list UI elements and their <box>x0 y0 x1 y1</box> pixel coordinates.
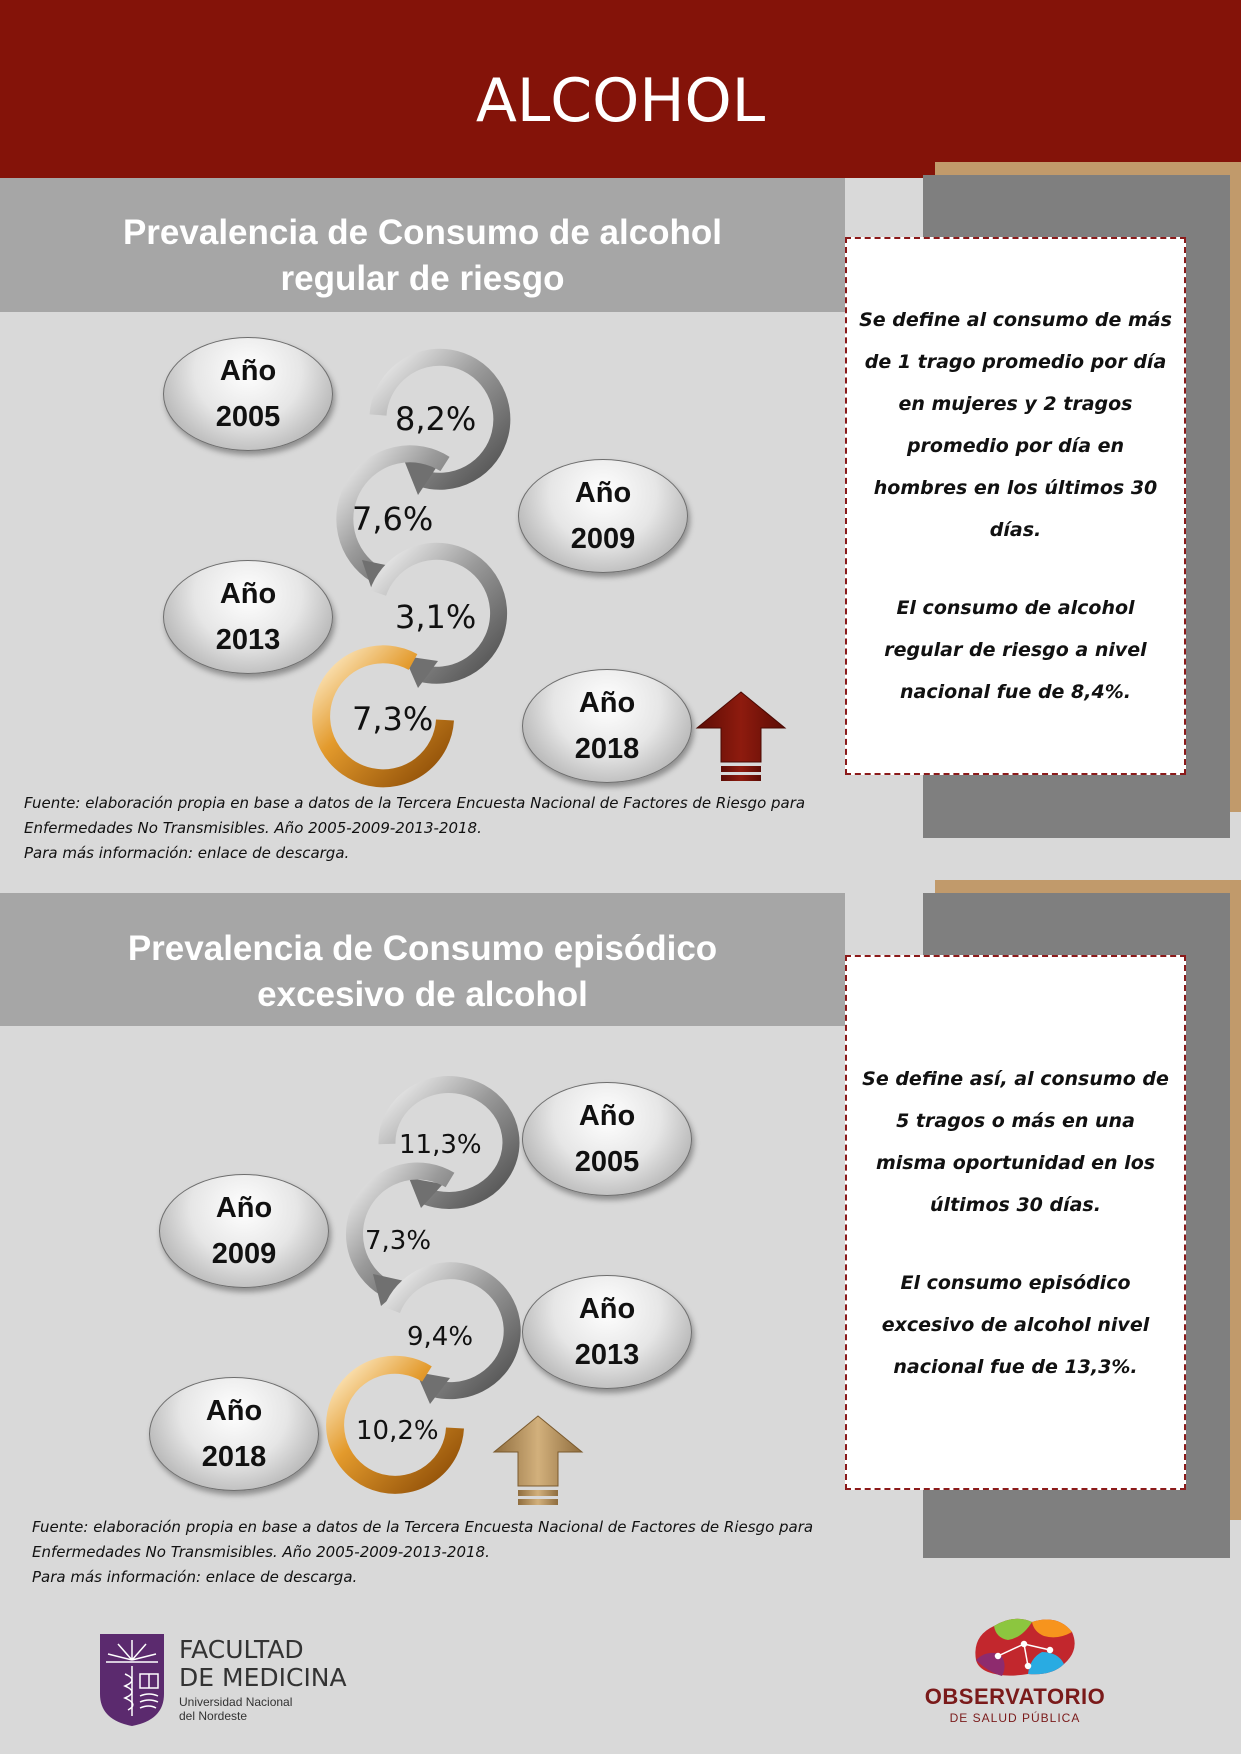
definition-text: Se define al consumo de más de 1 trago promedio por día en mujeres y 2 tragos promedio por día en hombres en los últimos 30 días. <box>859 309 1172 541</box>
heading-line: Prevalencia de Consumo de alcohol <box>122 213 723 252</box>
logo-text: OBSERVATORIO <box>924 1684 1106 1709</box>
definition-text: Se define así, al consumo de 5 tragos o más en una misma oportunidad en los últimos 30 días. <box>862 1067 1169 1216</box>
year-label: Año <box>219 355 277 387</box>
header-banner <box>0 0 1241 178</box>
definition-box <box>845 955 1186 1490</box>
national-value-text: El consumo episódico excesivo de alcohol nivel nacional fue de 13,3%. <box>881 1271 1150 1378</box>
year-oval-2018 <box>522 669 692 783</box>
faculty-logo <box>179 1636 347 1723</box>
section-heading <box>0 178 845 312</box>
page-title: ALCOHOL <box>475 66 766 136</box>
source-line: Enfermedades No Transmisibles. Año 2005-2009-2013-2018. <box>32 1543 490 1561</box>
logo-text: DE SALUD PÚBLICA <box>949 1711 1081 1725</box>
year-oval-2018 <box>149 1377 319 1491</box>
year-label: Año <box>578 1293 636 1325</box>
logo-text: FACULTAD <box>179 1635 304 1664</box>
heading-line: excesivo de alcohol <box>257 975 588 1014</box>
year-label: Año <box>205 1395 263 1427</box>
year-label: Año <box>215 1192 273 1224</box>
year-value: 2018 <box>574 733 640 765</box>
arrow-up-icon <box>695 690 787 790</box>
value-2005: 11,3% <box>399 1130 482 1160</box>
value-2018: 7,3% <box>352 700 434 738</box>
observatory-logo <box>915 1684 1115 1726</box>
logo-text: DE MEDICINA <box>179 1663 347 1692</box>
year-label: Año <box>574 477 632 509</box>
year-label: Año <box>578 1100 636 1132</box>
source-line: Fuente: elaboración propia en base a datos de la Tercera Encuesta Nacional de Factores de Riesgo para <box>24 794 806 812</box>
source-line: Enfermedades No Transmisibles. Año 2005-2009-2013-2018. <box>24 819 482 837</box>
year-oval-2005 <box>522 1082 692 1196</box>
year-label: Año <box>219 578 277 610</box>
year-oval-2009 <box>159 1174 329 1288</box>
year-value: 2009 <box>570 523 636 555</box>
observatory-brain-icon <box>968 1610 1080 1682</box>
national-value-text: El consumo de alcohol regular de riesgo a nivel nacional fue de 8,4%. <box>884 597 1147 703</box>
source-note <box>32 1515 813 1590</box>
logo-text: Universidad Nacional <box>179 1695 293 1709</box>
definition-box <box>845 237 1186 775</box>
value-2009: 7,3% <box>365 1226 432 1256</box>
section-heading <box>0 893 845 1026</box>
logo-text: del Nordeste <box>179 1709 248 1723</box>
year-value: 2005 <box>215 401 281 433</box>
year-value: 2009 <box>211 1238 277 1270</box>
value-2018: 10,2% <box>356 1416 439 1446</box>
source-line: Fuente: elaboración propia en base a datos de la Tercera Encuesta Nacional de Factores de Riesgo para <box>32 1518 814 1536</box>
year-value: 2018 <box>201 1441 267 1473</box>
year-label: Año <box>578 687 636 719</box>
year-oval-2013 <box>163 560 333 674</box>
year-oval-2013 <box>522 1275 692 1389</box>
year-value: 2005 <box>574 1146 640 1178</box>
source-note <box>24 791 805 866</box>
value-2013: 9,4% <box>407 1322 474 1352</box>
year-value: 2013 <box>215 624 281 656</box>
faculty-crest-icon <box>98 1632 166 1728</box>
heading-line: regular de riesgo <box>280 259 565 298</box>
year-value: 2013 <box>574 1339 640 1371</box>
source-line: Para más información: enlace de descarga. <box>24 844 350 862</box>
arrow-up-icon <box>492 1414 584 1514</box>
heading-line: Prevalencia de Consumo episódico <box>127 929 718 968</box>
value-2009: 7,6% <box>352 500 434 538</box>
year-oval-2009 <box>518 459 688 573</box>
year-oval-2005 <box>163 337 333 451</box>
value-2005: 8,2% <box>395 400 477 438</box>
value-2013: 3,1% <box>395 598 477 636</box>
source-line: Para más información: enlace de descarga. <box>32 1568 358 1586</box>
